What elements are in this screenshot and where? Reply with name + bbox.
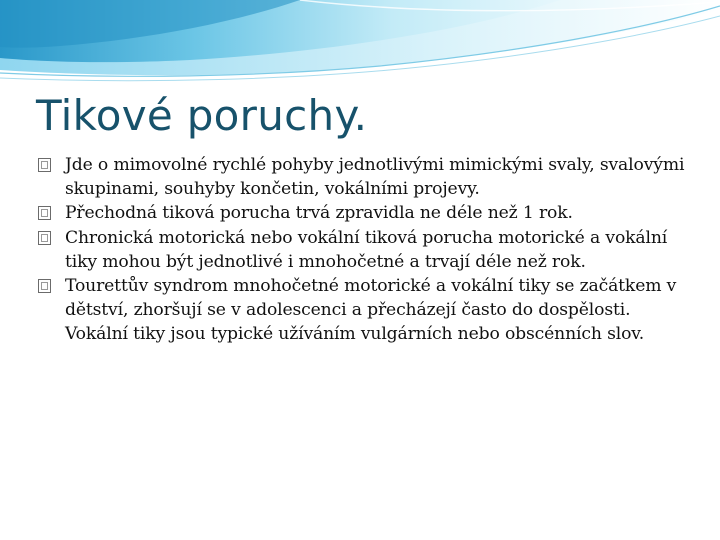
bullet-list xyxy=(36,153,696,347)
list-item xyxy=(36,153,696,201)
header-wave-decoration xyxy=(0,0,720,90)
slide-title: Tikové poruchy. xyxy=(36,91,368,140)
square-bullet-icon xyxy=(38,206,51,220)
bullet-text: Chronická motorická nebo vokální tiková porucha motorické a vokální tiky mohou být jednotlivé i mnohočetné a trvají déle než rok. xyxy=(65,227,668,272)
bullet-text: Jde o mimovolné rychlé pohyby jednotlivými mimickými svaly, svalovými skupinami, souhyby končetin, vokálními projevy. xyxy=(65,155,685,200)
bullet-text: Přechodná tiková porucha trvá zpravidla ne déle než 1 rok. xyxy=(65,203,573,224)
list-item xyxy=(36,274,696,347)
square-bullet-icon xyxy=(38,158,51,172)
bullet-text: Tourettův syndrom mnohočetné motorické a vokální tiky se začátkem v dětství, zhoršují se v adolescenci a přecházejí často do dospělosti. Vokální tiky jsou typické užíváním vulgárních nebo obscénních slov. xyxy=(65,276,677,345)
square-bullet-icon xyxy=(38,279,51,293)
square-bullet-icon xyxy=(38,231,51,245)
list-item xyxy=(36,226,696,274)
list-item xyxy=(36,201,696,225)
